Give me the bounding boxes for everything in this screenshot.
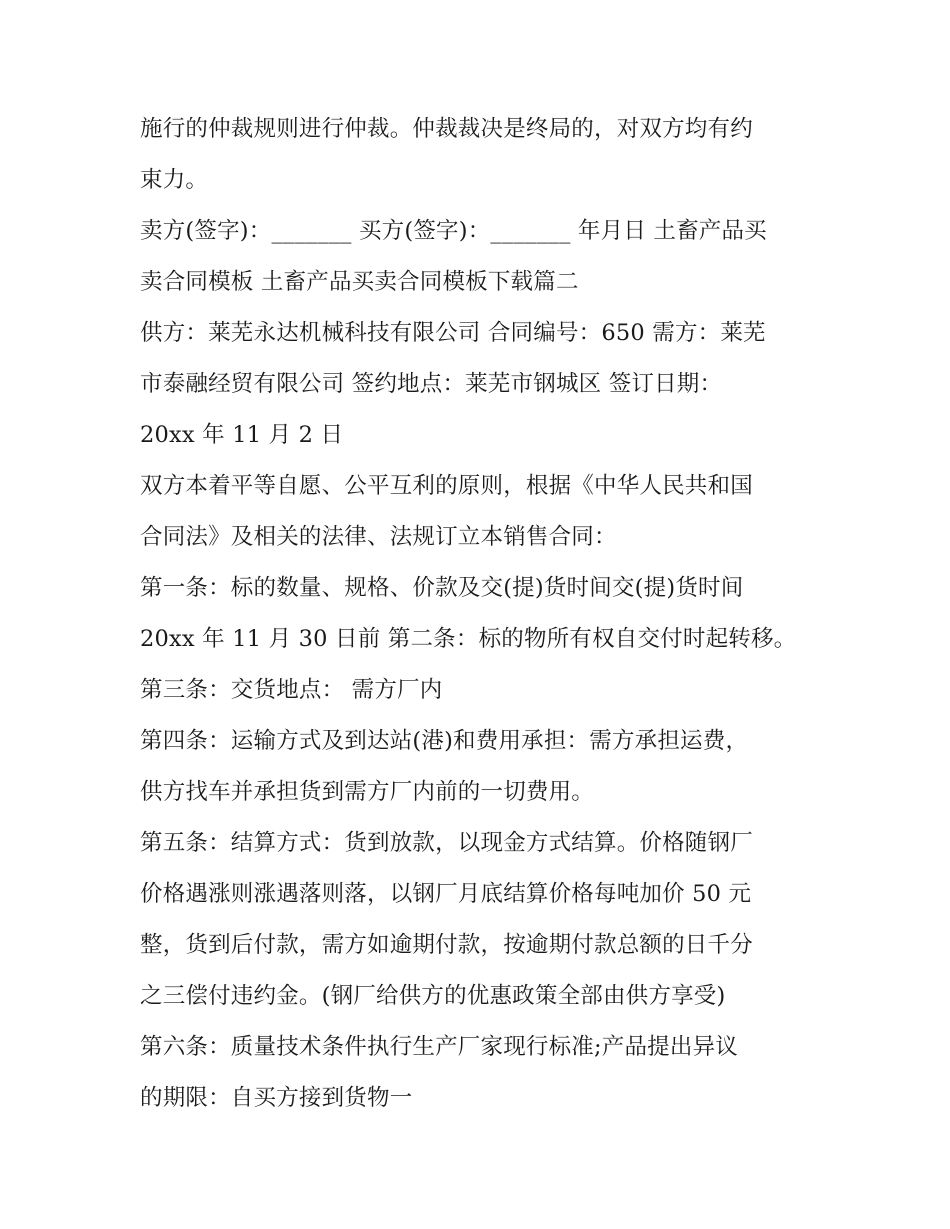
text-line: 合同法》及相关的法律、法规订立本销售合同： <box>140 524 617 550</box>
text-line: 20xx 年 11 月 30 日前 第二条：标的物所有权自交付时起转移。 <box>140 626 797 652</box>
text-line: 整，货到后付款，需方如逾期付款，按逾期付款总额的日千分 <box>140 932 753 958</box>
text-line: 卖方(签字)：_______ 买方(签字)：_______ 年月日 土畜产品买 <box>140 218 767 244</box>
text-line: 20xx 年 11 月 2 日 <box>140 422 344 448</box>
text-line: 第六条：质量技术条件执行生产厂家现行标准;产品提出异议 <box>140 1034 738 1060</box>
text-line: 卖合同模板 土畜产品买卖合同模板下载篇二 <box>140 269 579 295</box>
text-line: 供方找车并承担货到需方厂内前的一切费用。 <box>140 779 595 805</box>
text-line: 束力。 <box>140 167 209 193</box>
text-line: 之三偿付违约金。(钢厂给供方的优惠政策全部由供方享受) <box>140 983 726 1009</box>
text-line: 第一条：标的数量、规格、价款及交(提)货时间交(提)货时间 <box>140 575 744 601</box>
text-line: 供方：莱芜永达机械科技有限公司 合同编号：650 需方：莱芜 <box>140 320 766 346</box>
text-line: 市泰融经贸有限公司 签约地点：莱芜市钢城区 签订日期： <box>140 371 723 397</box>
text-line: 施行的仲裁规则进行仲裁。仲裁裁决是终局的，对双方均有约 <box>140 116 753 142</box>
text-line: 第五条：结算方式：货到放款，以现金方式结算。价格随钢厂 <box>140 830 753 856</box>
text-line: 双方本着平等自愿、公平互利的原则，根据《中华人民共和国 <box>140 473 753 499</box>
text-line: 第三条：交货地点： 需方厂内 <box>140 677 443 703</box>
text-line: 价格遇涨则涨遇落则落，以钢厂月底结算价格每吨加价 50 元 <box>140 881 752 907</box>
document-body <box>140 104 820 1124</box>
text-line: 第四条：运输方式及到达站(港)和费用承担：需方承担运费， <box>140 728 749 754</box>
text-line: 的期限：自买方接到货物一 <box>140 1085 413 1111</box>
